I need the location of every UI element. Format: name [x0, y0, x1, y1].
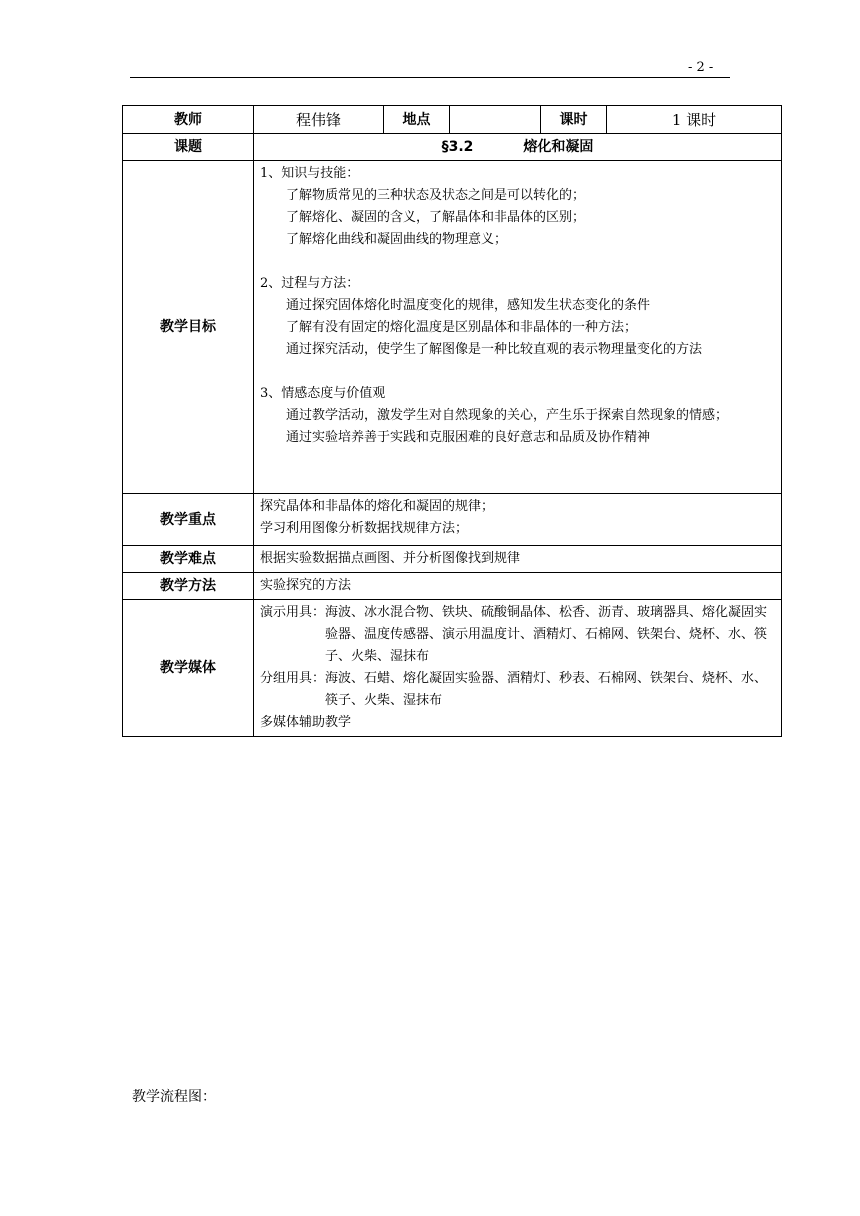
location-label: 地点	[384, 106, 450, 134]
media-label: 教学媒体	[123, 600, 254, 737]
group-tag: 分组用具：	[260, 671, 326, 686]
teacher-label: 教师	[123, 106, 254, 134]
method-label: 教学方法	[123, 573, 254, 600]
process-heading: 2、过程与方法：	[260, 276, 360, 291]
difficulty-value: 根据实验数据描点画图、并分析图像找到规律	[254, 546, 782, 573]
topic-title-cell	[254, 134, 782, 161]
objectives-row	[123, 161, 782, 494]
multimedia-note: 多媒体辅助教学	[260, 715, 352, 730]
topic-title: 熔化和凝固	[523, 139, 594, 155]
method-row	[123, 573, 782, 600]
topic-label: 课题	[123, 134, 254, 161]
group-items: 海波、石蜡、熔化凝固实验器、酒精灯、秒表、石棉网、铁架台、烧杯、水、筷子、火柴、湿抹布	[325, 671, 768, 708]
period-value: 1 课时	[607, 106, 782, 134]
period-label: 课时	[541, 106, 607, 134]
key-point: 探究晶体和非晶体的熔化和凝固的规律；	[260, 499, 495, 514]
emotion-item: 通过实验培养善于实践和克服困难的良好意志和品质及协作精神	[286, 430, 651, 445]
key-points-content	[254, 494, 782, 546]
media-content	[254, 600, 782, 737]
demo-equipment	[260, 602, 775, 668]
flowchart-label: 教学流程图：	[132, 1089, 216, 1105]
key-points-label: 教学重点	[123, 494, 254, 546]
location-value	[450, 106, 541, 134]
group-equipment	[260, 668, 775, 712]
emotion-item: 通过教学活动，激发学生对自然现象的关心，产生乐于探索自然现象的情感；	[286, 408, 729, 423]
process-item: 通过探究活动，使学生了解图像是一种比较直观的表示物理量变化的方法	[286, 342, 703, 357]
knowledge-item: 了解熔化、凝固的含义，了解晶体和非晶体的区别；	[286, 210, 586, 225]
lesson-plan-table	[122, 105, 782, 737]
difficulty-row	[123, 546, 782, 573]
demo-tag: 演示用具：	[260, 605, 326, 620]
process-item: 了解有没有固定的熔化温度是区别晶体和非晶体的一种方法；	[286, 320, 638, 335]
knowledge-item: 了解物质常见的三种状态及状态之间是可以转化的；	[286, 188, 586, 203]
spacer	[260, 361, 775, 383]
process-item: 通过探究固体熔化时温度变化的规律，感知发生状态变化的条件	[286, 298, 651, 313]
knowledge-item: 了解熔化曲线和凝固曲线的物理意义；	[286, 232, 508, 247]
emotion-heading: 3、情感态度与价值观	[260, 386, 386, 401]
difficulty-label: 教学难点	[123, 546, 254, 573]
topic-row	[123, 134, 782, 161]
method-value: 实验探究的方法	[254, 573, 782, 600]
objectives-label: 教学目标	[123, 161, 254, 494]
teacher-value: 程伟锋	[254, 106, 384, 134]
topic-section: §3.2	[441, 139, 474, 155]
objectives-content	[254, 161, 782, 494]
teacher-row	[123, 106, 782, 134]
demo-items: 海波、冰水混合物、铁块、硫酸铜晶体、松香、沥青、玻璃器具、熔化凝固实验器、温度传感器、演示用温度计、酒精灯、石棉网、铁架台、烧杯、水、筷子、火柴、湿抹布	[325, 605, 768, 664]
spacer	[260, 251, 775, 273]
key-point: 学习利用图像分析数据找规律方法；	[260, 521, 469, 536]
knowledge-heading: 1、知识与技能：	[260, 166, 360, 181]
key-points-row	[123, 494, 782, 546]
header-rule	[130, 77, 730, 78]
page-number: - 2 -	[688, 60, 714, 75]
media-row	[123, 600, 782, 737]
